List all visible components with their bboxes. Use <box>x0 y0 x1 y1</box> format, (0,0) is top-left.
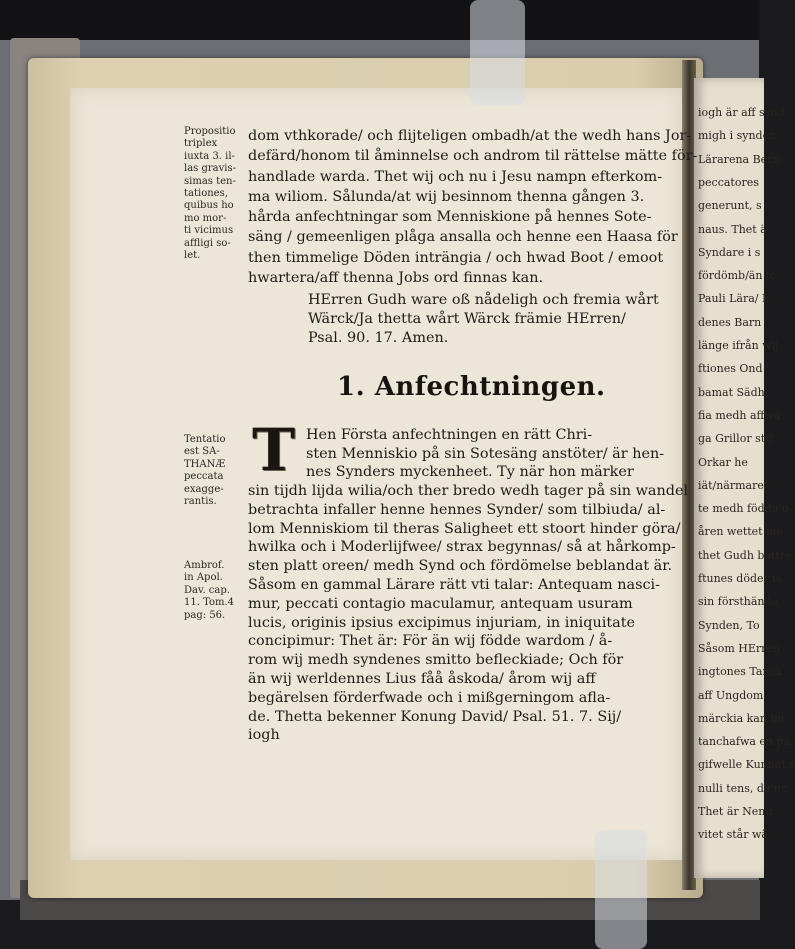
text-line: hwilka och i Moderlijfwee/ strax begynnas/ så at hårkomp- <box>248 539 676 556</box>
text-line: then timmelige Döden inträngia / och hwad Boot / emoot <box>248 249 664 266</box>
text-line: sten platt oreen/ medh Synd och fördömelse beblandat är. <box>248 558 673 575</box>
right-page <box>694 78 795 878</box>
intro-paragraph <box>248 126 697 288</box>
margin-note-propositio <box>184 126 236 262</box>
right-page-line: Lärarena Bern <box>698 152 780 166</box>
text-line: handlade warda. Thet wij och nu i Jesu nampn efterkom- <box>248 168 663 185</box>
right-page-line: märckia kan hu <box>698 711 785 725</box>
text-line: sin tijdh lijda wilia/och ther bredo wedh tager på sin wandel <box>248 483 689 499</box>
margin-note-line: affligi so- <box>184 237 231 249</box>
margin-note-line: Dav. cap. <box>184 584 230 596</box>
text-line: defärd/honom til åminnelse och androm til rättelse mätte för- <box>248 148 698 165</box>
section-heading: 1. Anfechtningen. <box>337 372 606 402</box>
margin-note-line: THANÆ <box>184 458 226 470</box>
right-page-line: ga Grillor stif <box>698 432 773 446</box>
right-page-line: migh i synden <box>698 129 777 143</box>
margin-note-tentatio <box>184 434 225 508</box>
margin-note-ambrosius <box>184 560 234 622</box>
text-line: än wij werldennes Lius fåå åskoda/ årom wij aff <box>248 670 596 687</box>
text-line: begärelsen förderfwade och i mißgerningom afla- <box>248 689 611 706</box>
margin-note-line: mo mor- <box>184 212 227 224</box>
right-page-line: thet Gudh bättre <box>698 548 792 562</box>
right-page-line: Såsom HErren <box>698 641 781 655</box>
margin-note-line: in Apol. <box>184 572 223 584</box>
text-line: de. Thetta bekenner Konung David/ Psal. 51. 7. Sij/ <box>248 708 622 725</box>
right-page-line: Synden, To <box>698 618 760 632</box>
right-page-line: naus. Thet ä <box>698 222 767 236</box>
holding-clip-bottom <box>595 830 647 949</box>
right-page-line: generunt, s <box>698 199 762 213</box>
right-page-line: ftiones Ond <box>698 362 763 376</box>
right-page-line: ingtones Tanck <box>698 665 783 679</box>
margin-note-line: est SA- <box>184 446 220 458</box>
right-page-line: bamat Sädh <box>698 385 765 399</box>
right-page-line: Orkar he <box>698 455 748 469</box>
text-line: sten Menniskio på sin Sotesäng anstöter/ är hen- <box>306 445 665 462</box>
text-line: Hen Första anfechtningen en rätt Chri- <box>306 427 593 443</box>
right-page-line: sin försthände <box>698 595 779 609</box>
text-line: betrachta infaller henne hennes Synder/ som tilbiuda/ al- <box>248 501 666 518</box>
right-page-line: ftunes döder ie <box>698 572 783 585</box>
prayer-line: Wärck/Ja thetta wårt Wärck främie HErren/ <box>308 311 626 327</box>
text-line: dom vthkorade/ och flijteligen ombadh/at the wedh hans Jor- <box>248 128 692 144</box>
right-page-line: fördömb/än ic <box>698 269 776 283</box>
right-page-line: aff Ungdom <box>698 688 764 702</box>
margin-note-line: las gravis- <box>184 163 236 175</box>
text-line: rom wij medh syndenes smitto befleckiade; Och för <box>248 652 624 669</box>
margin-note-line: ti vicimus <box>184 225 234 237</box>
right-page-line: vitet står wä <box>698 828 768 842</box>
text-line: lom Menniskiom til theras Saligheet ett stoort hinder göra/ <box>248 520 681 537</box>
margin-note-line: iuxta 3. il- <box>184 150 235 162</box>
right-page-line: länge ifrån wij <box>698 339 779 352</box>
margin-note-line: exagge- <box>184 483 224 495</box>
right-page-line: tanchafwa en pa <box>698 735 791 749</box>
right-page-line: nulli tens, de nc <box>698 781 788 795</box>
margin-note-line: 11. Tom.4 <box>184 597 235 609</box>
text-line: Såsom en gammal Lärare rätt vti talar: Antequam nasci- <box>248 576 661 593</box>
prayer-line: Psal. 90. 17. Amen. <box>308 330 449 346</box>
right-page-line: Syndare i s <box>698 245 761 259</box>
margin-note-line: simas ten- <box>184 175 236 187</box>
right-page-line: åren wettet me <box>698 525 784 539</box>
first-lines <box>306 426 664 482</box>
text-line: mur, peccati contagio maculamur, antequam usuram <box>248 595 633 612</box>
margin-note-line: Propositio <box>184 126 236 137</box>
text-line: lucis, originis ipsius excipimus injuriam, in iniquitate <box>248 614 635 631</box>
holding-clip-top <box>470 0 525 105</box>
text-line: ma wiliom. Sålunda/at wij besinnom thenna gången 3. <box>248 188 645 205</box>
margin-note-line: let. <box>184 250 201 262</box>
prayer-paragraph <box>308 291 659 348</box>
text-line: iogh <box>248 727 280 744</box>
right-page-line: iogh är aff synd <box>698 106 785 119</box>
right-page-line: Pauli Lära/ E <box>698 292 770 306</box>
right-page-line: iät/närmare/ <box>698 478 768 492</box>
prayer-line: HErren Gudh ware oß nådeligh och fremia wårt <box>308 292 659 308</box>
right-page-line: peccatores <box>698 175 759 189</box>
drop-cap-letter: T <box>252 416 296 484</box>
right-page-line: te medh födda o <box>698 502 789 516</box>
right-page-line: gifwelle Kunnat s <box>698 758 795 772</box>
text-line: concipimur: Thet är: För än wij födde wardom / å- <box>248 633 613 650</box>
text-line: hwartera/aff thenna Jobs ord finnas kan. <box>248 270 544 287</box>
margin-note-line: pag: 56. <box>184 609 226 621</box>
text-line: nes Synders myckenheet. Ty när hon märker <box>306 464 634 481</box>
margin-note-line: Ambrof. <box>184 560 225 571</box>
main-paragraph <box>248 482 688 745</box>
margin-note-line: rantis. <box>184 496 217 508</box>
margin-note-line: triplex <box>184 138 218 150</box>
text-line: säng / gemeenligen plåga ansalla och henne een Haasa för <box>248 229 678 246</box>
margin-note-line: Tentatio <box>184 434 226 445</box>
margin-note-line: peccata <box>184 471 224 483</box>
right-page-line: Thet är Nenn <box>698 805 773 818</box>
margin-note-line: quibus ho <box>184 200 234 212</box>
right-page-line: fia medh affwa <box>698 408 781 422</box>
margin-note-line: tationes, <box>184 188 228 200</box>
text-line: hårda anfechtningar som Menniskione på hennes Sote- <box>248 209 652 226</box>
right-page-line: denes Barn <box>698 315 762 329</box>
